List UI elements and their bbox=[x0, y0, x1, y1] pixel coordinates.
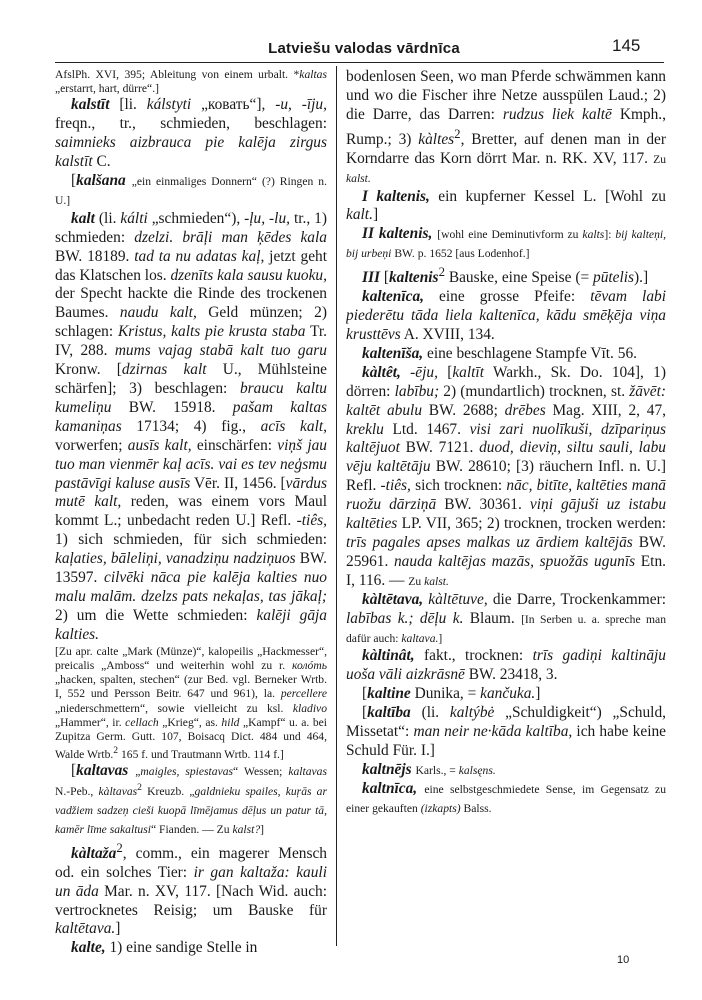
dictionary-entry: bodenlosen Seen, wo man Pferde schwämmen kann und wo die Fischer ihre Netze ausspülen Laud.; 2) die Darre, das Darren: rudzus liek kaltē Kmph., Rump.; 3) kàltes$^2$, Bretter, auf denen man in der Korndarre das Korn dörrt Mar. n. RK. XV, 117. Zu kalst. bbox=[346, 68, 666, 185]
dictionary-entry: kaltnīca, eine selbstgeschmiedete Sense, im Gegensatz zu einer gekauften (izkapts) Balss. bbox=[346, 779, 666, 815]
dictionary-entry: kalt (li. kálti „schmieden“), -ļu, -lu, tr., 1) schmieden: dzelzi. brāļi man ķēdes kala BW. 18189. tad ta nu adatas kaļ, jetzt geht das Klatschen los. dzenīts kala sausu kuoku, der Specht hackte die Rinde des trockenen Baumes. naudu kalt, Geld münzen; 2) schlagen: Kristus, kalts pie krusta staba Tr. IV, 288. mums vajag stabā kalt tuo garu Kronw. [dzirnas kalt U., Mühlsteine schärfen]; 3) beschlagen: braucu kaltu kumeliņu BW. 15918. pašam kaltas kamaniņas 17134; 4) fig., acīs kalt, vorwerfen; ausīs kalt, einschärfen: viņš jau tuo man vienmēr kaļ acīs. vai es tev neģsmu pastāvīgi kaluse ausīs Vēr. II, 1456. [vārdus mutē kalt, reden, was einem vors Maul kommt L.; unbedacht reden U.] Refl. -tiês, 1) sich schmieden, für sich schmieden: kaļaties, bāleliņi, vanadziņu nadziņuos BW. 13597. cilvēki nāca pie kalēja kalties nuo malu malām. dzelzs pats nekaļas, tas jākaļ; 2) um die Wette schmieden: kalēji gāja kalties. bbox=[55, 209, 327, 643]
header-rule bbox=[55, 62, 664, 63]
dictionary-entry: III [kaltenis$^2$ Bauske, eine Speise (= pūtelis).] bbox=[362, 265, 649, 287]
dictionary-entry: kalstīt [li. kálstyti „ковать“], -u, -īju, freqn., tr., schmieden, beschlagen: saimnieks aizbrauca pie kalēja zirgus kalstīt C. bbox=[55, 96, 327, 171]
dictionary-entry: kaltenīša, eine beschlagene Stampfe Vīt. 56. bbox=[362, 344, 637, 362]
dictionary-entry: kaltnējs Karls., = kalsęns. bbox=[362, 760, 496, 778]
dictionary-entry: kalte, 1) eine sandige Stelle in bbox=[71, 939, 258, 957]
dictionary-entry: [Zu apr. calte „Mark (Münze)“, kalopeilis „Hackmesser“, preicalis „Amboss“ und weiterhin wohl zu r. колóть „hacken, spalten, stechen“ (zur Bed. vgl. Berneker Wrtb. I, 552 und Persson Beitr. 647 und 961), la. percellere „niederschmettern“, sowie vielleicht zu ksl. kladivo „Hammer“, ir. cellach „Krieg“, as. hild „Kampf“ u. a. bei Zupitza Germ. Gutt. 107, Boisacq Dict. 484 und 464, Walde Wrtb.$^2$ 165 f. und Trautmann Wrtb. 114 f.] bbox=[55, 644, 327, 761]
dictionary-entry: II kaltenis, [wohl eine Deminutivform zu kalts]: bij kalteņi, bij urbeņi BW. p. 1652 [aus Lodenhof.] bbox=[346, 225, 666, 261]
dictionary-entry: [kaltine Dunika, = kančuka.] bbox=[362, 685, 541, 703]
running-header: Latviešu valodas vārdnīca bbox=[268, 40, 460, 57]
dictionary-entry: kaltenīca, eine grosse Pfeife: tēvam labi piederētu tāda liela kaltenīca, kādu smēķēja viņa krusttēvs A. XVIII, 134. bbox=[346, 288, 666, 344]
dictionary-entry: AfslPh. XVI, 395; Ableitung von einem urbalt. *kaltas „erstarrt, hart, dürre“.] bbox=[55, 68, 327, 96]
page-number: 145 bbox=[612, 36, 641, 55]
dictionary-entry: [kaltība (li. kaltýbė „Schuldigkeit“) „Schuld, Missetat“: man neir ne·kāda kaltība, ich habe keine Schuld Für. I.] bbox=[346, 704, 666, 759]
dictionary-entry: I kaltenis, ein kupferner Kessel L. [Wohl zu kalt.] bbox=[346, 187, 666, 224]
dictionary-entry: kàltêt, -ēju, [kaltīt Warkh., Sk. Do. 104], 1) dörren: labību; 2) (mundartlich) trocknen, st. žāvēt: kaltēt abulu BW. 2688; drēbes Mag. XIII, 2, 47, kreklu Ltd. 1467. visi zari nuolīkuši, dzīpariņus kaltējuot BW. 7121. duod, dieviņ, siltu sauli, labu vēju kaltētāju BW. 28610; [3) räuchern Infl. n. U.] Refl. -tiês, sich trocknen: nāc, bitīte, kaltēties manā ruožu dārziņā BW. 30361. viņi gājuši uz istabu kaltēties LP. VII, 365; 2) trocknen, trocken werden: trīs pagales apses malkas uz ārdiem kaltējās BW. 25961. nauda kaltējas mazās, spuožās ugunīs Etn. I, 116. — Zu kalst. bbox=[346, 363, 666, 589]
dictionary-entry: kàltinât, fakt., trocknen: trīs gadiņi kaltināju uoša vāli aizkrāsnē BW. 23418, 3. bbox=[346, 647, 666, 684]
right-column bbox=[346, 68, 666, 818]
dictionary-entry: kàltētava, kàltētuve, die Darre, Trockenkammer: labības k.; dēļu k. Blaum. [In Serben u. a. spreche man dafür auch: kaltava.] bbox=[346, 590, 666, 645]
dictionary-entry: kàltaža$^2$, comm., ein magerer Mensch od. ein solches Tier: ir gan kaltaža: kauli un āda Mar. n. XV, 117. [Nach Wid. auch: vertrocknetes Reisig; um Bauske für kaltētava.] bbox=[55, 840, 327, 938]
printer-signature: 10 bbox=[617, 954, 630, 966]
left-column bbox=[55, 68, 327, 958]
column-divider bbox=[336, 66, 337, 946]
dictionary-entry: [kaltavas „maigles, spiestavas“ Wessen; kaltavas N.-Peb., kàltavas$^2$ Kreuzb. „galdnieku spailes, kuŗās ar vadžiem sadzeņ cieši kuopā līmējamus dēļus un patur tā, kamēr līme sakaltusi“ Fianden. — Zu kalst?] bbox=[55, 762, 327, 836]
dictionary-entry: [kalšana „ein einmaliges Donnern“ (?) Ringen n. U.] bbox=[55, 172, 327, 207]
